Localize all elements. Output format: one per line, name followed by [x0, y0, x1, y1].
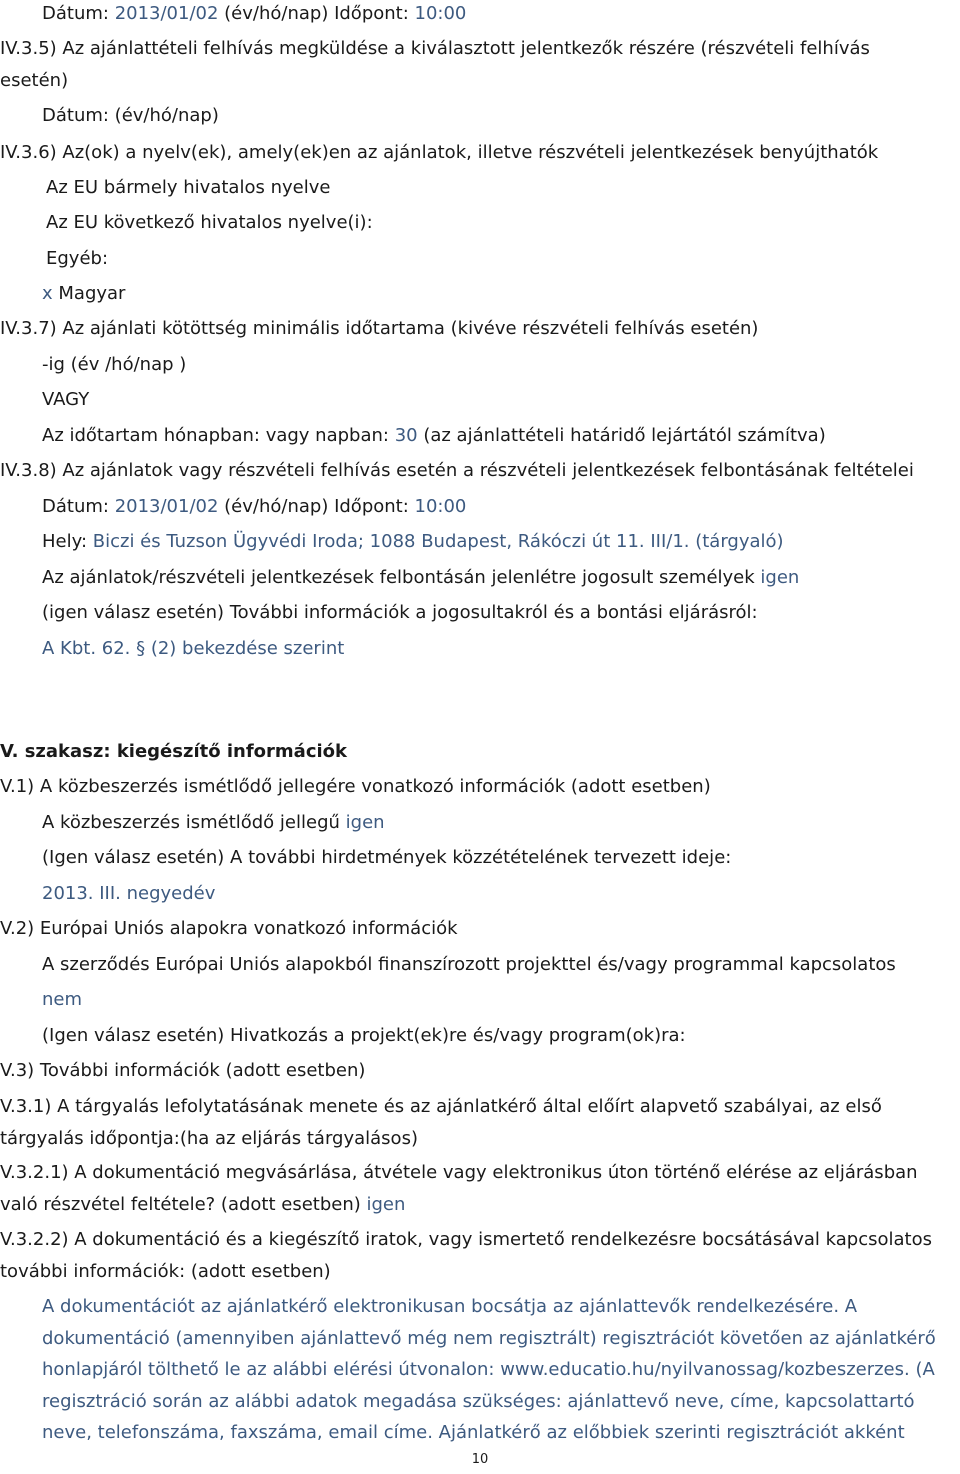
language-selected: x Magyar — [42, 283, 126, 304]
date-line: Dátum: (év/hó/nap) — [42, 105, 219, 126]
recurring-line: A közbeszerzés ismétlődő jellegű igen — [42, 812, 385, 833]
section-heading-v31: V.3.1) A tárgyalás lefolytatásának menete és az ajánlatkérő által előírt alapvető szabályai, az első — [0, 1096, 882, 1117]
datetime-line: Dátum: 2013/01/02 (év/hó/nap) Időpont: 10:00 — [42, 3, 467, 24]
section-title-v: V. szakasz: kiegészítő információk — [0, 741, 348, 762]
section-heading-iv38: IV.3.8) Az ajánlatok vagy részvételi felhívás esetén a részvételi jelentkezések felbontásának feltételei — [0, 460, 914, 481]
info-value: A Kbt. 62. § (2) bekezdése szerint — [42, 638, 345, 659]
section-heading-v3: V.3) További információk (adott esetben) — [0, 1060, 366, 1081]
section-heading-v1: V.1) A közbeszerzés ismétlődő jellegére vonatkozó információk (adott esetben) — [0, 776, 711, 797]
language-other-label: Egyéb: — [46, 248, 109, 269]
check-mark-icon: x — [42, 283, 53, 304]
info-line: (Igen válasz esetén) Hivatkozás a projekt(ek)re és/vagy program(ok)ra: — [42, 1025, 686, 1046]
doc-paragraph-line: A dokumentációt az ajánlatkérő elektronikusan bocsátja az ajánlattevők rendelkezésére. A — [42, 1296, 858, 1317]
datetime-line: Dátum: 2013/01/02 (év/hó/nap) Időpont: 10:00 — [42, 496, 467, 517]
persons-line: Az ajánlatok/részvételi jelentkezések felbontásán jelenlétre jogosult személyek igen — [42, 567, 800, 588]
info-value: nem — [42, 989, 83, 1010]
section-heading-v322: V.3.2.2) A dokumentáció és a kiegészítő iratok, vagy ismertető rendelkezésre bocsátásával kapcsolatos — [0, 1229, 932, 1250]
doc-paragraph-line: regisztráció során az alábbi adatok megadása szükséges: ajánlattevő neve, címe, kapcsolattartó — [42, 1391, 915, 1412]
info-value: 2013. III. negyedév — [42, 883, 216, 904]
info-line: (igen válasz esetén) További információk a jogosultakról és a bontási eljárásról: — [42, 602, 758, 623]
section-heading-iv36: IV.3.6) Az(ok) a nyelv(ek), amely(ek)en az ajánlatok, illetve részvételi jelentkezések benyújthatók — [0, 142, 879, 163]
doc-paragraph-line: honlapjáról tölthető le az alábbi elérési útvonalon: www.educatio.hu/nyilvanossag/kozbeszerzes. (A — [42, 1359, 935, 1380]
section-heading-iv37: IV.3.7) Az ajánlati kötöttség minimális időtartama (kivéve részvételi felhívás esetén) — [0, 318, 759, 339]
doc-paragraph-line: dokumentáció (amennyiben ajánlattevő még nem regisztrált) regisztrációt követően az ajánlatkérő — [42, 1328, 936, 1349]
location-line: Hely: Biczi és Tuzson Ügyvédi Iroda; 1088 Budapest, Rákóczi út 11. III/1. (tárgyaló) — [42, 531, 784, 552]
language-option: Az EU bármely hivatalos nyelve — [46, 177, 331, 198]
page-number: 10 — [471, 1452, 489, 1467]
language-option: Az EU következő hivatalos nyelve(i): — [46, 212, 373, 233]
or-label: VAGY — [42, 389, 90, 410]
section-heading-v2: V.2) Európai Uniós alapokra vonatkozó információk — [0, 918, 458, 939]
date-line: -ig (év /hó/nap ) — [42, 354, 187, 375]
section-heading-v321-cont: való részvétel feltétele? (adott esetben) igen — [0, 1194, 406, 1215]
duration-line: Az időtartam hónapban: vagy napban: 30 (az ajánlattételi határidő lejártától számítva) — [42, 425, 826, 446]
doc-paragraph-line: neve, telefonszáma, faxszáma, email címe. Ajánlatkérő az előbbiek szerinti regisztrációt akként — [42, 1422, 905, 1443]
section-heading-iv35-cont: esetén) — [0, 70, 69, 91]
section-heading-v321: V.3.2.1) A dokumentáció megvásárlása, átvétele vagy elektronikus úton történő elérése az eljárásban — [0, 1162, 918, 1183]
section-heading-v322-cont: további információk: (adott esetben) — [0, 1261, 331, 1282]
info-line: (Igen válasz esetén) A további hirdetmények közzétételének tervezett ideje: — [42, 847, 732, 868]
section-heading-iv35: IV.3.5) Az ajánlattételi felhívás megküldése a kiválasztott jelentkezők részére (részvételi felhívás — [0, 38, 870, 59]
section-heading-v31-cont: tárgyalás időpontja:(ha az eljárás tárgyalásos) — [0, 1128, 418, 1149]
info-line: A szerződés Európai Uniós alapokból finanszírozott projekttel és/vagy programmal kapcsolatos — [42, 954, 896, 975]
